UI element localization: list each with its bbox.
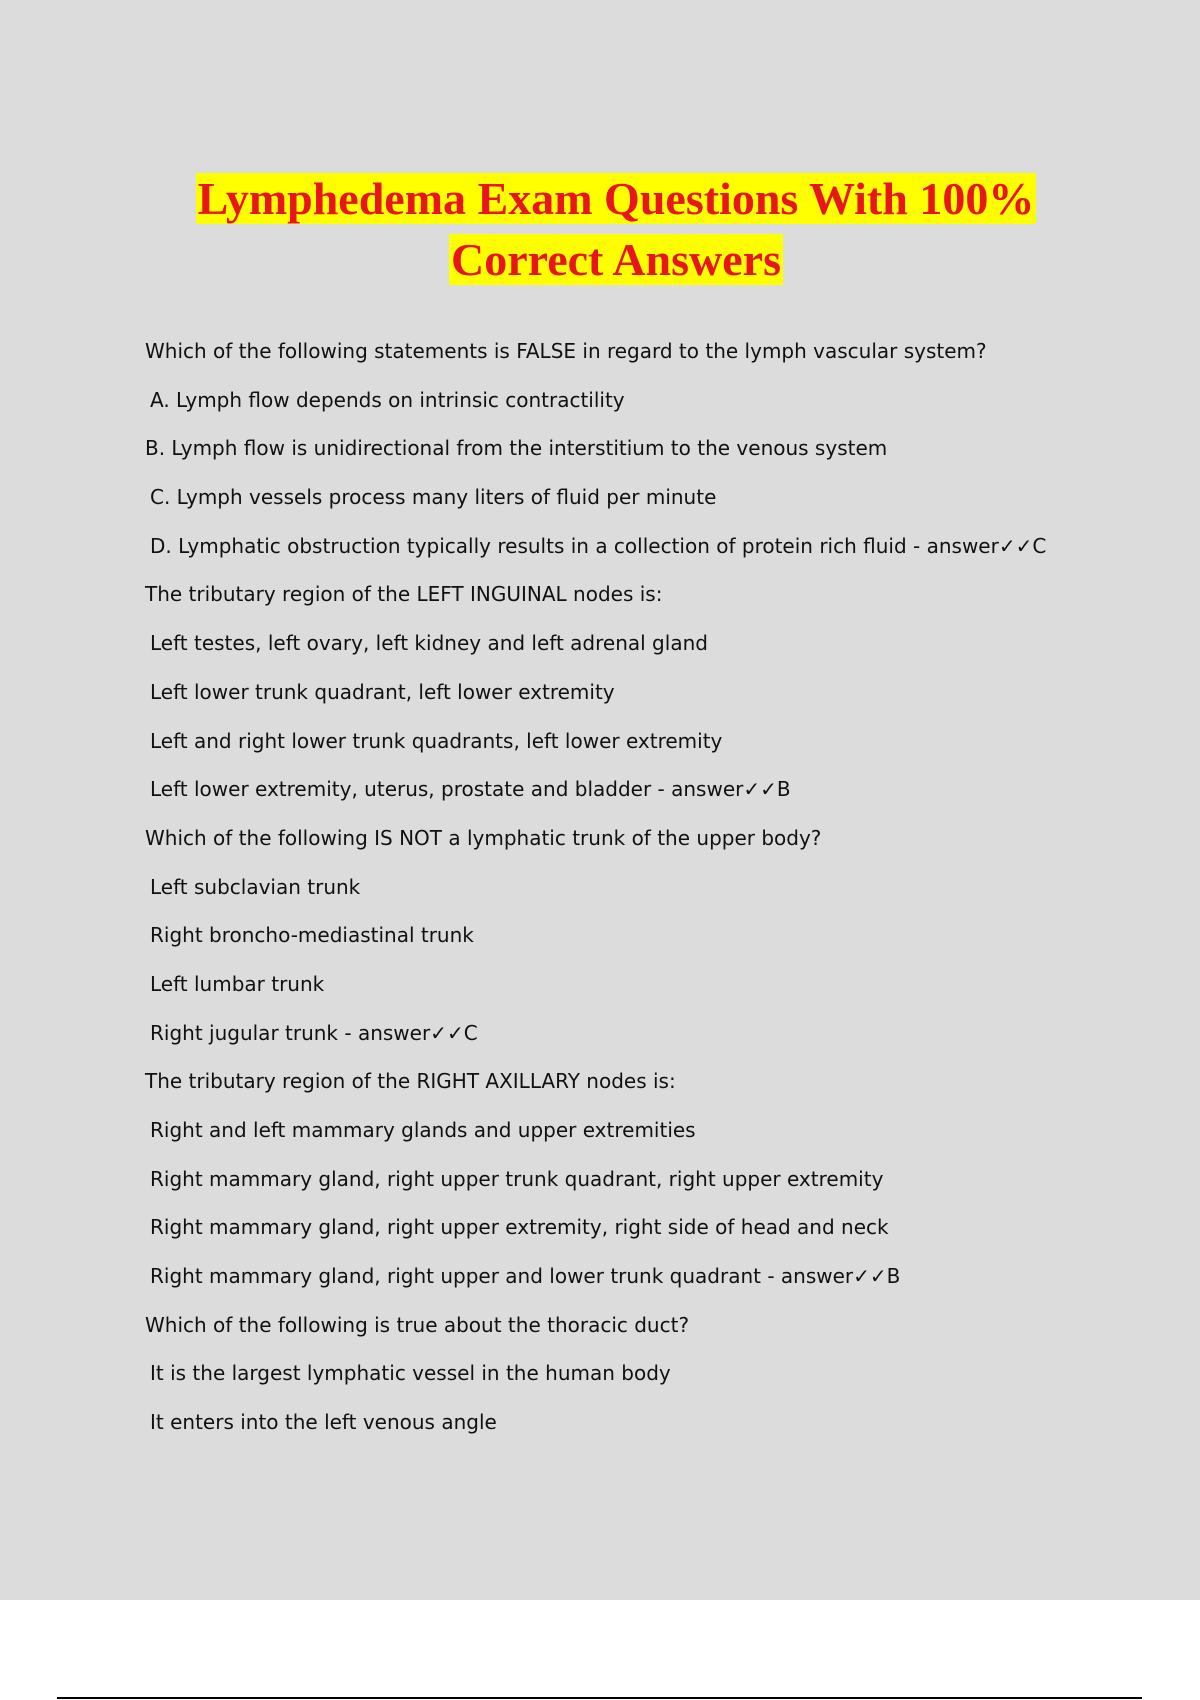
answer-option: A. Lymph flow depends on intrinsic contractility <box>150 387 625 412</box>
question-text: Which of the following is true about the thoracic duct? <box>145 1312 690 1337</box>
answer-option: Right mammary gland, right upper and lower trunk quadrant - answer✓✓B <box>150 1264 901 1289</box>
question-text: Which of the following statements is FALSE in regard to the lymph vascular system? <box>145 339 987 363</box>
answer-option: It enters into the left venous angle <box>150 1410 497 1435</box>
answer-option: Left subclavian trunk <box>150 874 361 899</box>
answer-option: Left lower trunk quadrant, left lower extremity <box>150 679 615 704</box>
answer-option: Left lower extremity, uterus, prostate and bladder - answer✓✓B <box>150 777 791 802</box>
question-text: The tributary region of the RIGHT AXILLARY nodes is: <box>145 1069 676 1094</box>
question-list <box>145 336 1105 1456</box>
answer-option: Left lumbar trunk <box>150 971 325 996</box>
question-text: Which of the following IS NOT a lymphatic trunk of the upper body? <box>145 825 822 850</box>
answer-option: Left testes, left ovary, left kidney and left adrenal gland <box>150 631 708 656</box>
question-text: The tributary region of the LEFT INGUINAL nodes is: <box>145 582 663 607</box>
answer-option: C. Lymph vessels process many liters of fluid per minute <box>150 485 717 510</box>
title-line-1: Lymphedema Exam Questions With 100% <box>197 173 1035 224</box>
answer-option: Right broncho-mediastinal trunk <box>150 923 474 948</box>
answer-option: Right mammary gland, right upper trunk quadrant, right upper extremity <box>150 1166 884 1191</box>
answer-option: D. Lymphatic obstruction typically results in a collection of protein rich fluid - answer✓✓C <box>150 533 1047 558</box>
answer-option: Right and left mammary glands and upper extremities <box>150 1118 696 1142</box>
answer-option: Right jugular trunk - answer✓✓C <box>150 1020 478 1045</box>
answer-option: Left and right lower trunk quadrants, left lower extremity <box>150 728 723 753</box>
title-line-2: Correct Answers <box>451 234 781 285</box>
answer-option: Right mammary gland, right upper extremity, right side of head and neck <box>150 1215 889 1240</box>
answer-option: It is the largest lymphatic vessel in the human body <box>150 1361 671 1386</box>
footer-divider <box>57 1697 1142 1699</box>
page-title <box>0 168 1200 290</box>
question-text: B. Lymph flow is unidirectional from the interstitium to the venous system <box>145 436 888 461</box>
